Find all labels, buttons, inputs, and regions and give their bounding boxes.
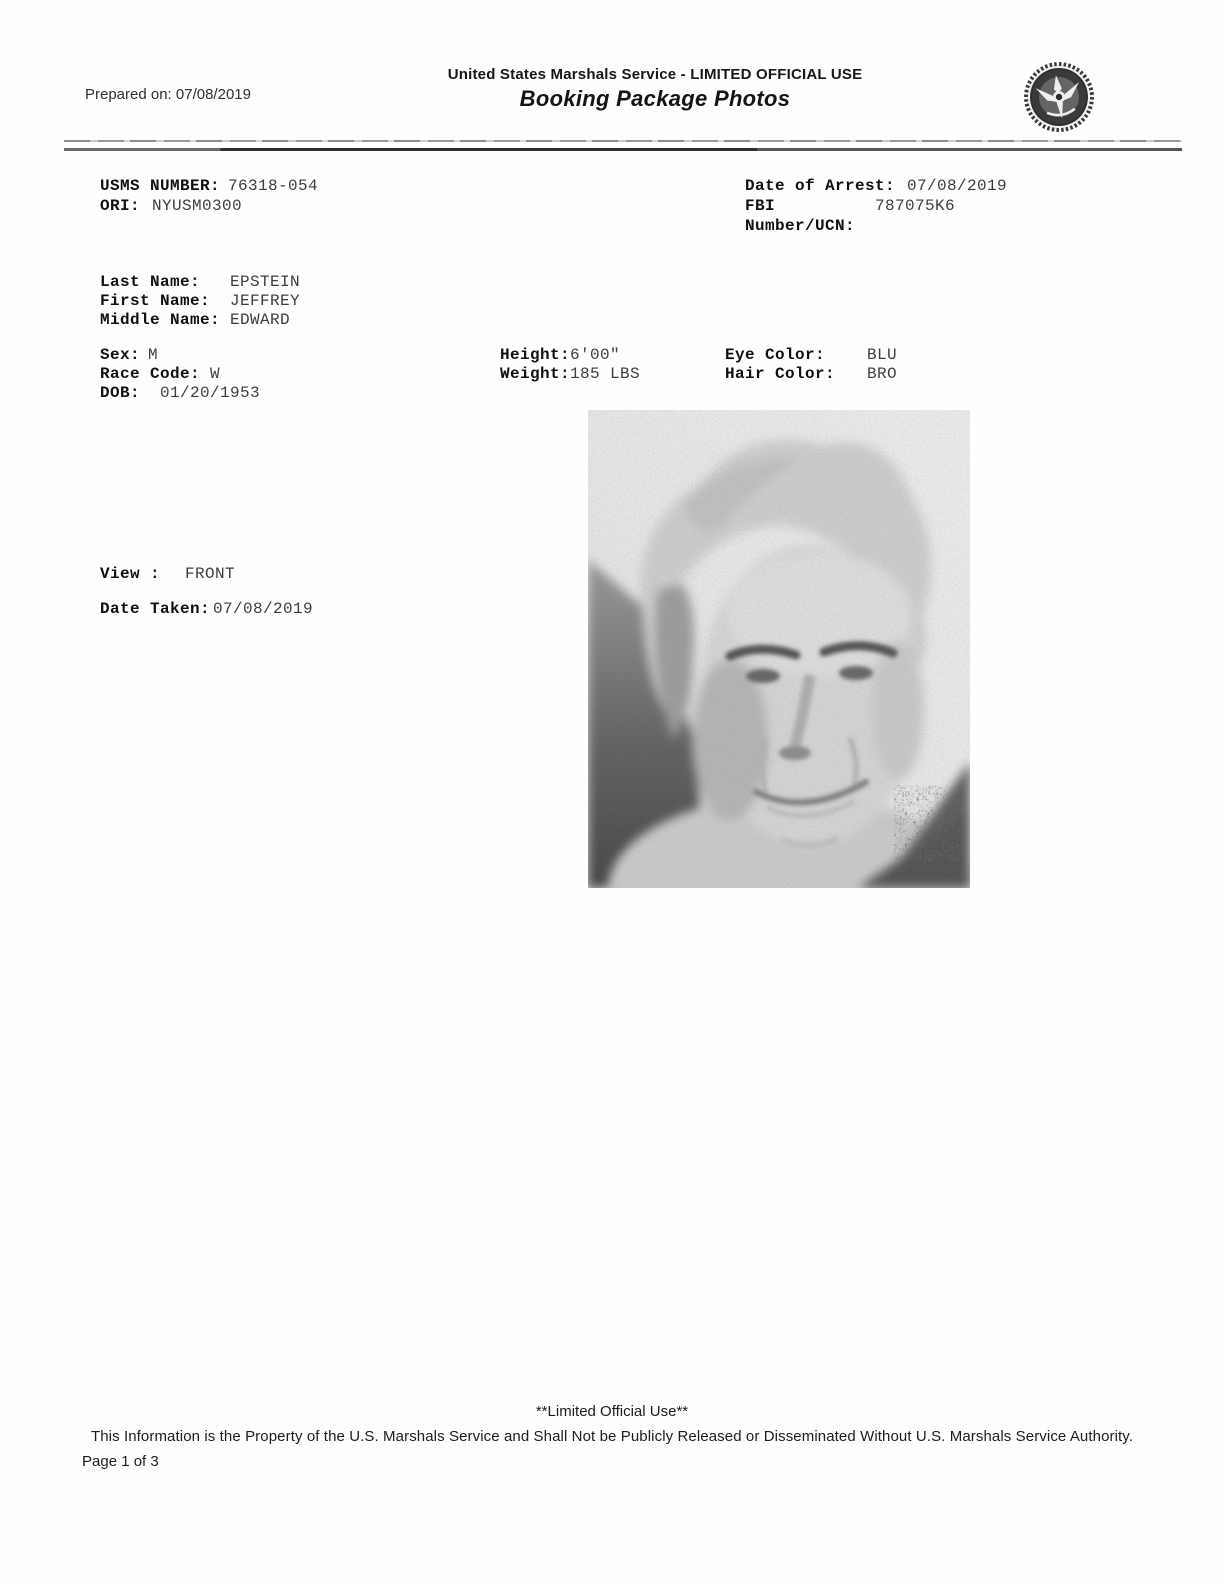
height-label: Height: <box>500 346 571 364</box>
ori-label: ORI: <box>100 197 141 215</box>
sex-label: Sex: <box>100 346 141 364</box>
height-value: 6'00" <box>570 346 621 364</box>
race-code-row <box>100 364 220 384</box>
date-taken-row <box>100 599 313 619</box>
hair-color-value: BRO <box>867 365 898 383</box>
view-value: FRONT <box>185 565 236 583</box>
mugshot-photo <box>588 410 970 888</box>
sex-value: M <box>148 346 159 364</box>
usms-number-label: USMS NUMBER: <box>100 177 221 195</box>
dob-label: DOB: <box>100 384 141 402</box>
date-of-arrest-label: Date of Arrest: <box>745 177 896 195</box>
date-taken-label: Date Taken: <box>100 600 211 618</box>
page-number-text: Page 1 of 3 <box>82 1453 159 1470</box>
race-code-label: Race Code: <box>100 365 201 383</box>
middle-name-value: EDWARD <box>230 311 291 329</box>
last-name-row <box>100 272 300 292</box>
date-of-arrest-row <box>745 176 1007 196</box>
prepared-on-text: Prepared on: 07/08/2019 <box>85 86 251 103</box>
race-code-value: W <box>210 365 221 383</box>
first-name-label: First Name: <box>100 292 211 310</box>
eye-color-row <box>725 345 897 365</box>
weight-value: 185 LBS <box>570 365 641 383</box>
hair-color-row <box>725 364 897 384</box>
view-label: View : <box>100 565 161 583</box>
middle-name-label: Middle Name: <box>100 311 221 329</box>
date-of-arrest-value: 07/08/2019 <box>907 177 1008 195</box>
eye-color-value: BLU <box>867 346 898 364</box>
date-taken-value: 07/08/2019 <box>213 600 314 618</box>
fbi-value: 787075K6 <box>875 197 956 215</box>
usms-seal-icon <box>1022 56 1096 140</box>
weight-label: Weight: <box>500 365 571 383</box>
sex-row <box>100 345 158 365</box>
usms-number-value: 76318-054 <box>228 177 319 195</box>
last-name-value: EPSTEIN <box>230 273 301 291</box>
view-row <box>100 564 235 584</box>
property-notice-text: This Information is the Property of the U.S. Marshals Service and Shall Not be Publicly Released or Disseminated Without U.S. Marshals Service Authority. <box>90 1428 1134 1445</box>
last-name-label: Last Name: <box>100 273 201 291</box>
dob-value: 01/20/1953 <box>160 384 261 402</box>
ori-value: NYUSM0300 <box>152 197 243 215</box>
agency-title: United States Marshals Service - LIMITED OFFICIAL USE <box>447 66 863 83</box>
document-header <box>330 66 980 112</box>
dob-row <box>100 383 260 403</box>
hair-color-label: Hair Color: <box>725 365 836 383</box>
header-divider-light <box>64 140 1182 142</box>
limited-official-use-text: **Limited Official Use** <box>535 1403 689 1420</box>
fbi-row <box>745 196 955 216</box>
weight-row <box>500 364 640 384</box>
first-name-row <box>100 291 300 311</box>
height-row <box>500 345 620 365</box>
first-name-value: JEFFREY <box>230 292 301 310</box>
fbi-label: FBI <box>745 197 776 215</box>
usms-number-row <box>100 176 318 196</box>
eye-color-label: Eye Color: <box>725 346 826 364</box>
fbi-ucn-label: Number/UCN: <box>745 217 856 235</box>
fbi-ucn-row <box>745 216 855 236</box>
middle-name-row <box>100 310 290 330</box>
page-title: Booking Package Photos <box>519 86 791 111</box>
header-divider-dark <box>64 148 1182 151</box>
ori-row <box>100 196 242 216</box>
